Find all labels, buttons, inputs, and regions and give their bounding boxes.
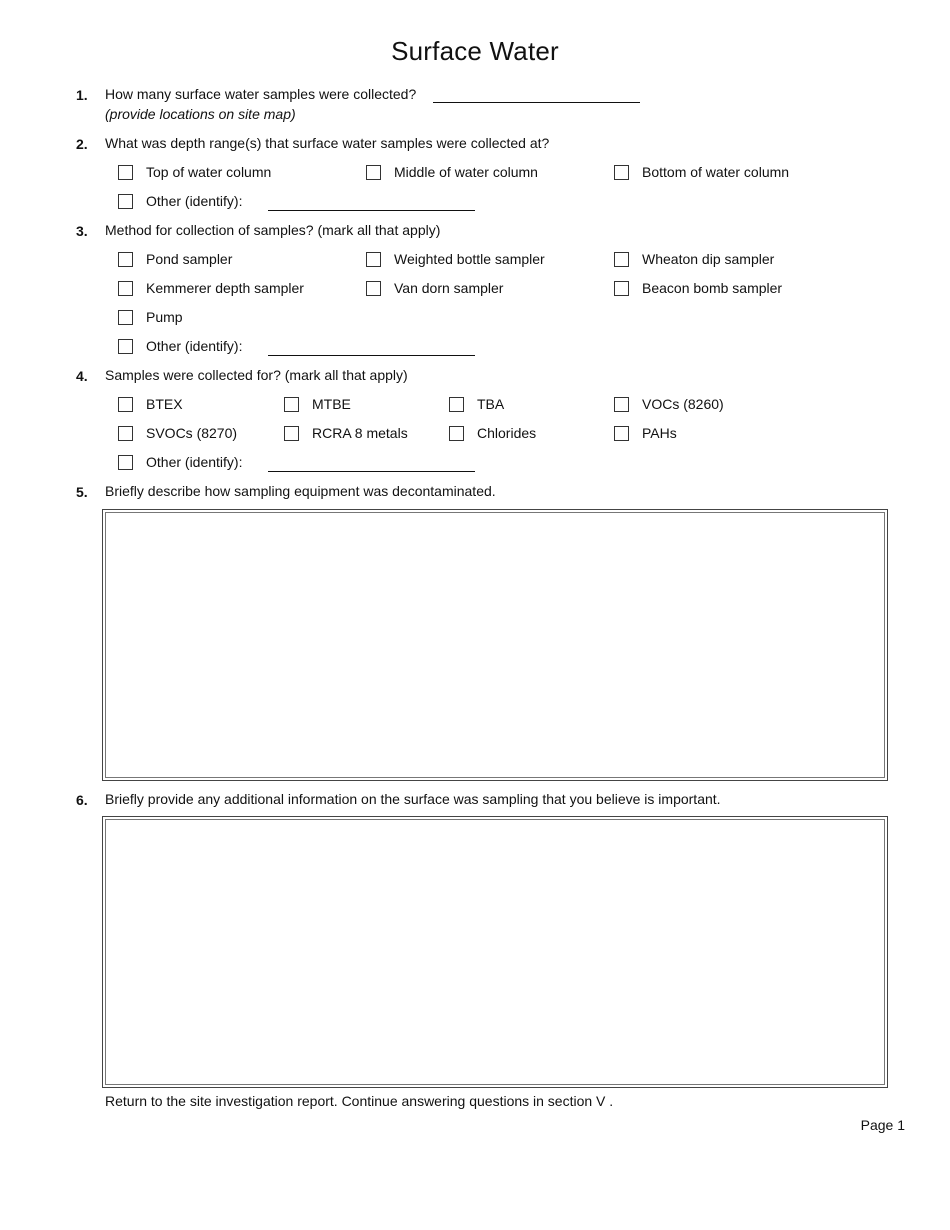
- option-label: Pump: [146, 309, 183, 325]
- checkbox[interactable]: [118, 339, 133, 354]
- question-1-number: 1.: [76, 87, 88, 103]
- option-chlorides[interactable]: [449, 424, 536, 442]
- question-6-text: Briefly provide any additional information on the surface was sampling that you believe is important.: [105, 791, 721, 807]
- option-label: Weighted bottle sampler: [394, 251, 545, 267]
- question-1-text: How many surface water samples were collected?: [105, 86, 417, 102]
- checkbox[interactable]: [118, 426, 133, 441]
- option-label: Other (identify):: [146, 454, 243, 470]
- option-bottom-of-water-column[interactable]: [614, 163, 789, 181]
- question-3-text: Method for collection of samples? (mark all that apply): [105, 222, 441, 238]
- question-1-note: (provide locations on site map): [105, 106, 296, 122]
- option-label: Van dorn sampler: [394, 280, 504, 296]
- option-other-method[interactable]: [118, 337, 242, 355]
- other-method-field[interactable]: [268, 355, 475, 356]
- other-analyte-field[interactable]: [268, 471, 475, 472]
- checkbox[interactable]: [284, 426, 299, 441]
- other-depth-field[interactable]: [268, 210, 475, 211]
- checkbox[interactable]: [118, 165, 133, 180]
- option-btex[interactable]: [118, 395, 183, 413]
- question-3-number: 3.: [76, 223, 88, 239]
- option-van-dorn-sampler[interactable]: [366, 279, 503, 297]
- checkbox[interactable]: [614, 252, 629, 267]
- page-number: Page 1: [860, 1117, 905, 1133]
- option-middle-of-water-column[interactable]: [366, 163, 538, 181]
- question-2-text: What was depth range(s) that surface water samples were collected at?: [105, 135, 550, 151]
- checkbox[interactable]: [614, 426, 629, 441]
- option-label: Top of water column: [146, 164, 272, 180]
- checkbox[interactable]: [614, 165, 629, 180]
- sample-count-field[interactable]: [433, 102, 640, 103]
- option-pahs[interactable]: [614, 424, 677, 442]
- checkbox[interactable]: [118, 281, 133, 296]
- checkbox[interactable]: [366, 165, 381, 180]
- checkbox[interactable]: [366, 281, 381, 296]
- option-top-of-water-column[interactable]: [118, 163, 271, 181]
- option-label: Chlorides: [477, 425, 537, 441]
- checkbox[interactable]: [118, 252, 133, 267]
- question-5-text: Briefly describe how sampling equipment was decontaminated.: [105, 483, 496, 499]
- option-label: Bottom of water column: [642, 164, 790, 180]
- checkbox[interactable]: [118, 194, 133, 209]
- checkbox[interactable]: [118, 455, 133, 470]
- option-label: TBA: [477, 396, 505, 412]
- option-pond-sampler[interactable]: [118, 250, 232, 268]
- option-mtbe[interactable]: [284, 395, 351, 413]
- option-kemmerer-depth-sampler[interactable]: [118, 279, 304, 297]
- option-label: Pond sampler: [146, 251, 233, 267]
- option-label: BTEX: [146, 396, 183, 412]
- question-4-text: Samples were collected for? (mark all that apply): [105, 367, 408, 383]
- question-4-number: 4.: [76, 368, 88, 384]
- checkbox[interactable]: [284, 397, 299, 412]
- option-label: SVOCs (8270): [146, 425, 238, 441]
- checkbox[interactable]: [118, 397, 133, 412]
- option-rcra-8-metals[interactable]: [284, 424, 408, 442]
- checkbox[interactable]: [614, 397, 629, 412]
- checkbox[interactable]: [614, 281, 629, 296]
- question-2-number: 2.: [76, 136, 88, 152]
- option-label: Wheaton dip sampler: [642, 251, 775, 267]
- option-label: Kemmerer depth sampler: [146, 280, 304, 296]
- checkbox[interactable]: [449, 426, 464, 441]
- option-label: Other (identify):: [146, 193, 243, 209]
- option-svocs-8270[interactable]: [118, 424, 237, 442]
- option-label: VOCs (8260): [642, 396, 724, 412]
- option-label: Beacon bomb sampler: [642, 280, 783, 296]
- option-beacon-bomb-sampler[interactable]: [614, 279, 782, 297]
- checkbox[interactable]: [449, 397, 464, 412]
- checkbox[interactable]: [118, 310, 133, 325]
- question-5-number: 5.: [76, 484, 88, 500]
- page-title: Surface Water: [391, 36, 559, 66]
- decontamination-textarea[interactable]: [102, 509, 888, 781]
- option-wheaton-dip-sampler[interactable]: [614, 250, 774, 268]
- footer-instruction: Return to the site investigation report. Continue answering questions in section V .: [105, 1093, 614, 1109]
- checkbox[interactable]: [366, 252, 381, 267]
- option-weighted-bottle-sampler[interactable]: [366, 250, 545, 268]
- option-other-depth[interactable]: [118, 192, 242, 210]
- option-tba[interactable]: [449, 395, 504, 413]
- option-label: Middle of water column: [394, 164, 538, 180]
- additional-info-textarea[interactable]: [102, 816, 888, 1088]
- option-label: Other (identify):: [146, 338, 243, 354]
- option-label: RCRA 8 metals: [312, 425, 408, 441]
- question-6-number: 6.: [76, 792, 88, 808]
- option-pump[interactable]: [118, 308, 183, 326]
- option-label: PAHs: [642, 425, 677, 441]
- option-vocs-8260[interactable]: [614, 395, 724, 413]
- option-other-analyte[interactable]: [118, 453, 242, 471]
- option-label: MTBE: [312, 396, 351, 412]
